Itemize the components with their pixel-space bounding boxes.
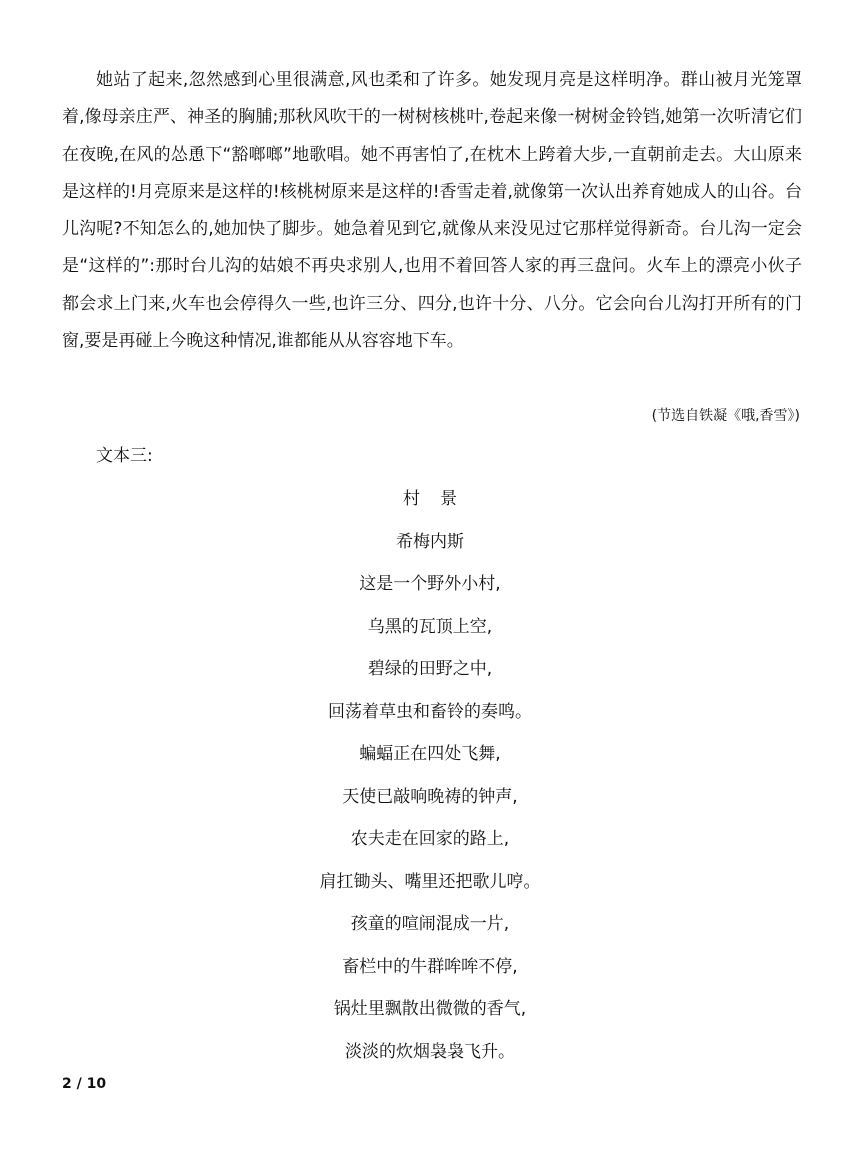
poem-line: 碧绿的田野之中,	[367, 659, 493, 679]
poem-line: 这是一个野外小村,	[359, 574, 501, 594]
poem-line: 淡淡的炊烟袅袅飞升。	[345, 1041, 515, 1062]
poem-line: 天使已敲响晚祷的钟声,	[342, 786, 518, 807]
poem-author: 希梅内斯	[396, 531, 464, 552]
poem-line: 畜栏中的牛群哞哞不停,	[342, 956, 518, 977]
poem-line: 回荡着草虫和畜铃的奏鸣。	[328, 701, 532, 722]
poem-title: 村景	[403, 489, 477, 509]
poem-line: 肩扛锄头、嘴里还把歌儿哼。	[319, 871, 541, 892]
poem-line: 孩童的喧闹混成一片,	[350, 914, 510, 934]
poem	[0, 486, 860, 1081]
page-number: 2 / 10	[62, 1076, 107, 1092]
poem-line: 农夫走在回家的路上,	[350, 829, 510, 849]
section-label: 文本三:	[96, 446, 153, 466]
poem-line: 蝙蝠正在四处飞舞,	[359, 744, 501, 764]
poem-line: 锅灶里飘散出微微的香气,	[333, 999, 527, 1019]
poem-line: 乌黑的瓦顶上空,	[367, 616, 493, 637]
excerpt-paragraph: 她站了起来,忽然感到心里很满意,风也柔和了许多。她发现月亮是这样明净。群山被月光笼罩着,像母亲庄严、神圣的胸脯;那秋风吹干的一树树核桃叶,卷起来像一树树金铃铛,她第一次听清它们在夜晚,在风的怂恿下“豁啷啷”地歌唱。她不再害怕了,在枕木上跨着大步,一直朝前走去。大山原来是这样的!月亮原来是这样的!核桃树原来是这样的!香雪走着,就像第一次认出养育她成人的山谷。台儿沟呢?不知怎么的,她加快了脚步。她急着见到它,就像从来没见过它那样觉得新奇。台儿沟一定会是“这样的”:那时台儿沟的姑娘不再央求别人,也用不着回答人家的再三盘问。火车上的漂亮小伙子都会求上门来,火车也会停得久一些,也许三分、四分,也许十分、八分。它会向台儿沟打开所有的门窗,要是再碰上今晚这种情况,谁都能从从容容地下车。	[62, 70, 802, 352]
excerpt-source: (节选自铁凝《哦,香雪》)	[651, 408, 800, 424]
